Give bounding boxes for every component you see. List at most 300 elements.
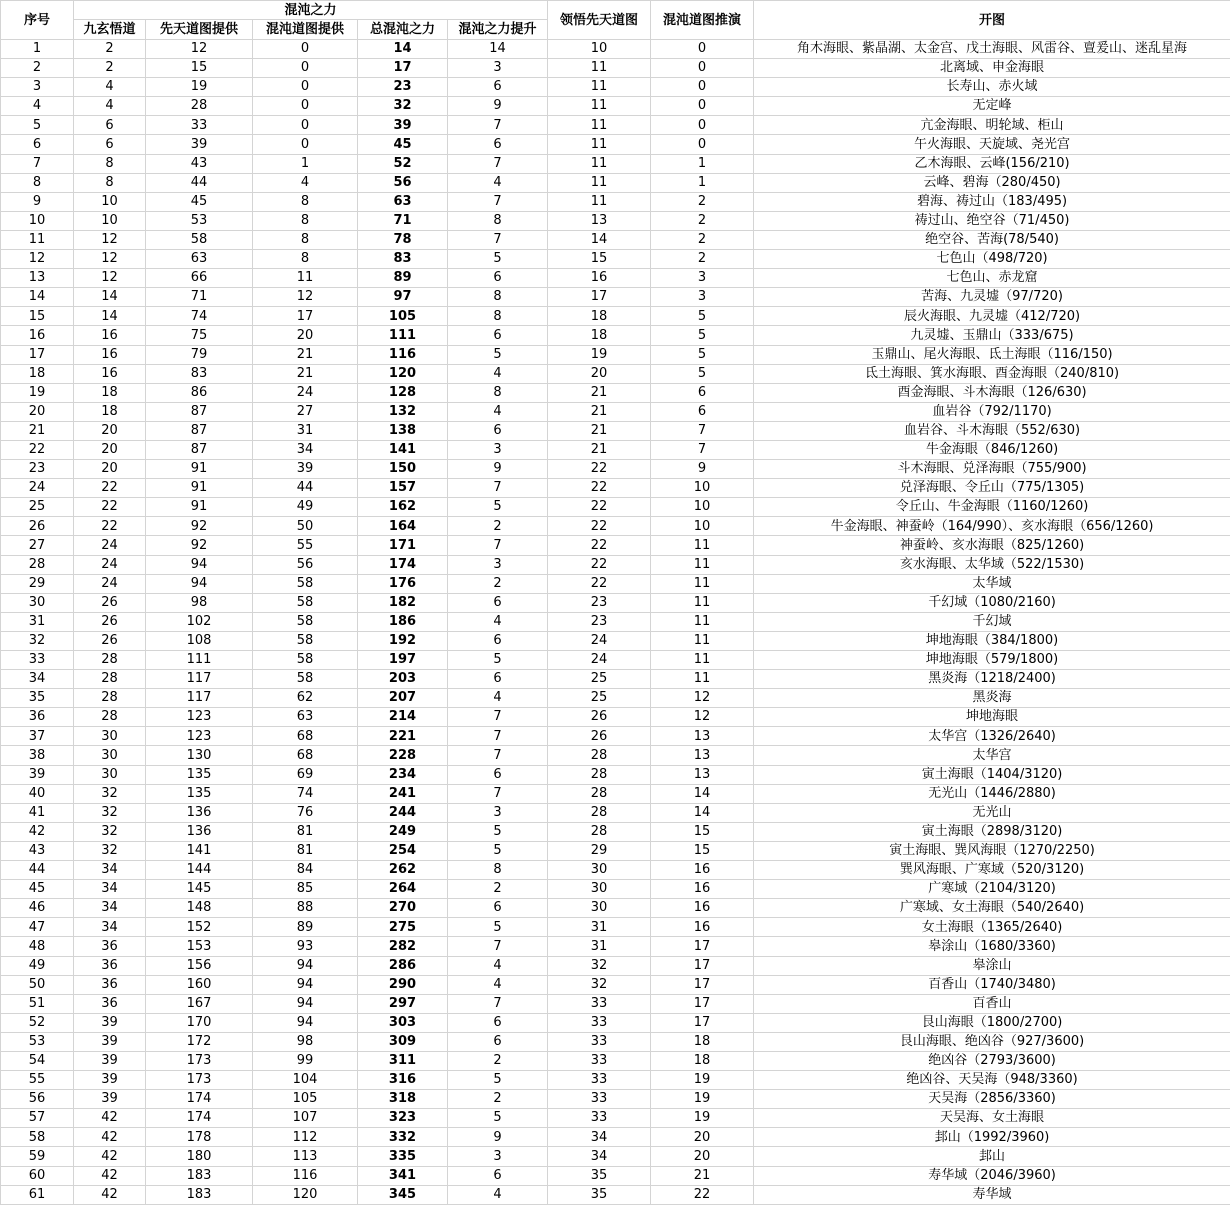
map-cell: 千幻域（1080/2160) bbox=[754, 593, 1230, 612]
map-cell: 七色山（498/720) bbox=[754, 250, 1230, 269]
total-cell: 23 bbox=[358, 78, 448, 97]
map-cell: 令丘山、牛金海眼（1160/1260) bbox=[754, 498, 1230, 517]
table-row bbox=[1, 78, 1230, 97]
table-row bbox=[1, 1185, 1230, 1204]
seq-cell: 46 bbox=[1, 899, 74, 918]
map-cell: 牛金海眼（846/1260) bbox=[754, 440, 1230, 459]
seq-cell: 22 bbox=[1, 440, 74, 459]
jiuxuan-cell: 4 bbox=[74, 97, 146, 116]
jiuxuan-cell: 8 bbox=[74, 173, 146, 192]
xiantian-provide-cell: 63 bbox=[146, 250, 253, 269]
jiuxuan-cell: 12 bbox=[74, 230, 146, 249]
xiantian-provide-cell: 71 bbox=[146, 288, 253, 307]
increase-cell: 4 bbox=[448, 689, 548, 708]
increase-cell: 4 bbox=[448, 1185, 548, 1204]
map-cell: 碧海、祷过山（183/495) bbox=[754, 192, 1230, 211]
increase-cell: 8 bbox=[448, 288, 548, 307]
hundun-provide-cell: 63 bbox=[253, 708, 358, 727]
seq-cell: 23 bbox=[1, 460, 74, 479]
increase-cell: 3 bbox=[448, 59, 548, 78]
hundun-provide-cell: 68 bbox=[253, 746, 358, 765]
hundun-provide-cell: 0 bbox=[253, 40, 358, 59]
tuiyan-cell: 15 bbox=[651, 841, 754, 860]
total-cell: 83 bbox=[358, 250, 448, 269]
hundun-provide-cell: 99 bbox=[253, 1051, 358, 1070]
tuiyan-cell: 5 bbox=[651, 364, 754, 383]
seq-cell: 2 bbox=[1, 59, 74, 78]
tuiyan-cell: 10 bbox=[651, 498, 754, 517]
table-row bbox=[1, 574, 1230, 593]
seq-cell: 53 bbox=[1, 1032, 74, 1051]
map-cell: 血岩谷（792/1170) bbox=[754, 402, 1230, 421]
hundun-provide-cell: 0 bbox=[253, 135, 358, 154]
lingwu-cell: 11 bbox=[548, 59, 651, 78]
total-cell: 286 bbox=[358, 956, 448, 975]
hundun-provide-cell: 1 bbox=[253, 154, 358, 173]
seq-cell: 9 bbox=[1, 192, 74, 211]
lingwu-cell: 30 bbox=[548, 880, 651, 899]
map-cell: 兑泽海眼、令丘山（775/1305) bbox=[754, 479, 1230, 498]
map-cell: 皋涂山 bbox=[754, 956, 1230, 975]
table-row bbox=[1, 689, 1230, 708]
jiuxuan-cell: 42 bbox=[74, 1109, 146, 1128]
map-cell: 牛金海眼、神蚕岭（164/990）、亥水海眼（656/1260) bbox=[754, 517, 1230, 536]
increase-cell: 6 bbox=[448, 1032, 548, 1051]
seq-cell: 13 bbox=[1, 269, 74, 288]
lingwu-cell: 34 bbox=[548, 1128, 651, 1147]
xiantian-provide-cell: 92 bbox=[146, 517, 253, 536]
lingwu-cell: 21 bbox=[548, 402, 651, 421]
increase-cell: 2 bbox=[448, 1051, 548, 1070]
lingwu-cell: 25 bbox=[548, 670, 651, 689]
hundun-provide-cell: 116 bbox=[253, 1166, 358, 1185]
increase-cell: 4 bbox=[448, 975, 548, 994]
xiantian-provide-cell: 148 bbox=[146, 899, 253, 918]
map-cell: 绝空谷、苦海(78/540) bbox=[754, 230, 1230, 249]
table-row bbox=[1, 841, 1230, 860]
seq-cell: 60 bbox=[1, 1166, 74, 1185]
hundun-provide-cell: 0 bbox=[253, 78, 358, 97]
total-cell: 303 bbox=[358, 1013, 448, 1032]
jiuxuan-cell: 6 bbox=[74, 116, 146, 135]
table-row bbox=[1, 97, 1230, 116]
xiantian-provide-cell: 117 bbox=[146, 670, 253, 689]
jiuxuan-cell: 22 bbox=[74, 498, 146, 517]
tuiyan-cell: 13 bbox=[651, 727, 754, 746]
jiuxuan-cell: 39 bbox=[74, 1013, 146, 1032]
xiantian-provide-cell: 173 bbox=[146, 1051, 253, 1070]
hundun-provide-cell: 105 bbox=[253, 1090, 358, 1109]
lingwu-cell: 33 bbox=[548, 1071, 651, 1090]
xiantian-provide-cell: 91 bbox=[146, 460, 253, 479]
lingwu-cell: 23 bbox=[548, 593, 651, 612]
map-cell: 血岩谷、斗木海眼（552/630) bbox=[754, 421, 1230, 440]
xiantian-provide-cell: 135 bbox=[146, 784, 253, 803]
tuiyan-cell: 10 bbox=[651, 517, 754, 536]
seq-cell: 57 bbox=[1, 1109, 74, 1128]
increase-cell: 8 bbox=[448, 211, 548, 230]
increase-cell: 3 bbox=[448, 803, 548, 822]
increase-cell: 2 bbox=[448, 574, 548, 593]
map-cell: 百香山（1740/3480) bbox=[754, 975, 1230, 994]
increase-cell: 7 bbox=[448, 937, 548, 956]
lingwu-cell: 11 bbox=[548, 78, 651, 97]
lingwu-cell: 33 bbox=[548, 1013, 651, 1032]
table-row bbox=[1, 1071, 1230, 1090]
jiuxuan-cell: 36 bbox=[74, 937, 146, 956]
lingwu-cell: 33 bbox=[548, 1109, 651, 1128]
jiuxuan-cell: 2 bbox=[74, 40, 146, 59]
lingwu-cell: 22 bbox=[548, 536, 651, 555]
total-cell: 164 bbox=[358, 517, 448, 536]
tuiyan-cell: 2 bbox=[651, 230, 754, 249]
map-cell: 千幻域 bbox=[754, 612, 1230, 631]
map-cell: 寅土海眼（2898/3120) bbox=[754, 822, 1230, 841]
xiantian-provide-cell: 136 bbox=[146, 803, 253, 822]
xiantian-provide-cell: 167 bbox=[146, 994, 253, 1013]
total-cell: 17 bbox=[358, 59, 448, 78]
jiuxuan-cell: 39 bbox=[74, 1032, 146, 1051]
hundun-provide-cell: 8 bbox=[253, 192, 358, 211]
jiuxuan-cell: 24 bbox=[74, 555, 146, 574]
jiuxuan-cell: 42 bbox=[74, 1185, 146, 1204]
seq-cell: 56 bbox=[1, 1090, 74, 1109]
increase-cell: 6 bbox=[448, 421, 548, 440]
jiuxuan-cell: 10 bbox=[74, 192, 146, 211]
table-row bbox=[1, 746, 1230, 765]
total-cell: 52 bbox=[358, 154, 448, 173]
hundun-provide-cell: 58 bbox=[253, 631, 358, 650]
map-cell: 绝凶谷（2793/3600) bbox=[754, 1051, 1230, 1070]
hundun-provide-cell: 69 bbox=[253, 765, 358, 784]
jiuxuan-cell: 20 bbox=[74, 460, 146, 479]
seq-cell: 25 bbox=[1, 498, 74, 517]
xiantian-provide-cell: 145 bbox=[146, 880, 253, 899]
seq-cell: 42 bbox=[1, 822, 74, 841]
increase-cell: 9 bbox=[448, 97, 548, 116]
table-body bbox=[1, 40, 1230, 1205]
map-cell: 长寿山、赤火域 bbox=[754, 78, 1230, 97]
table-row bbox=[1, 803, 1230, 822]
lingwu-cell: 29 bbox=[548, 841, 651, 860]
total-cell: 111 bbox=[358, 326, 448, 345]
tuiyan-cell: 19 bbox=[651, 1090, 754, 1109]
xiantian-provide-cell: 160 bbox=[146, 975, 253, 994]
jiuxuan-cell: 42 bbox=[74, 1128, 146, 1147]
table-row bbox=[1, 784, 1230, 803]
tuiyan-cell: 18 bbox=[651, 1032, 754, 1051]
map-cell: 寿华域 bbox=[754, 1185, 1230, 1204]
table-row bbox=[1, 1013, 1230, 1032]
table-row bbox=[1, 612, 1230, 631]
total-cell: 345 bbox=[358, 1185, 448, 1204]
map-cell: 寅土海眼、巽风海眼（1270/2250) bbox=[754, 841, 1230, 860]
seq-cell: 45 bbox=[1, 880, 74, 899]
map-cell: 斗木海眼、兑泽海眼（755/900) bbox=[754, 460, 1230, 479]
table-row bbox=[1, 59, 1230, 78]
seq-cell: 35 bbox=[1, 689, 74, 708]
seq-cell: 15 bbox=[1, 307, 74, 326]
lingwu-cell: 11 bbox=[548, 173, 651, 192]
map-cell: 坤地海眼（579/1800) bbox=[754, 651, 1230, 670]
xiantian-provide-cell: 44 bbox=[146, 173, 253, 192]
hundun-provide-cell: 62 bbox=[253, 689, 358, 708]
total-cell: 157 bbox=[358, 479, 448, 498]
increase-cell: 4 bbox=[448, 612, 548, 631]
header-seq: 序号 bbox=[1, 1, 74, 40]
jiuxuan-cell: 26 bbox=[74, 631, 146, 650]
increase-cell: 5 bbox=[448, 651, 548, 670]
map-cell: 酉金海眼、斗木海眼（126/630) bbox=[754, 383, 1230, 402]
lingwu-cell: 22 bbox=[548, 479, 651, 498]
total-cell: 335 bbox=[358, 1147, 448, 1166]
jiuxuan-cell: 22 bbox=[74, 517, 146, 536]
jiuxuan-cell: 42 bbox=[74, 1147, 146, 1166]
increase-cell: 5 bbox=[448, 822, 548, 841]
jiuxuan-cell: 26 bbox=[74, 612, 146, 631]
map-cell: 云峰、碧海（280/450) bbox=[754, 173, 1230, 192]
seq-cell: 49 bbox=[1, 956, 74, 975]
hundun-provide-cell: 94 bbox=[253, 994, 358, 1013]
tuiyan-cell: 17 bbox=[651, 1013, 754, 1032]
increase-cell: 7 bbox=[448, 708, 548, 727]
jiuxuan-cell: 24 bbox=[74, 536, 146, 555]
jiuxuan-cell: 36 bbox=[74, 994, 146, 1013]
increase-cell: 5 bbox=[448, 841, 548, 860]
hundun-provide-cell: 21 bbox=[253, 345, 358, 364]
xiantian-provide-cell: 123 bbox=[146, 708, 253, 727]
jiuxuan-cell: 32 bbox=[74, 841, 146, 860]
hundun-provide-cell: 94 bbox=[253, 956, 358, 975]
total-cell: 56 bbox=[358, 173, 448, 192]
lingwu-cell: 16 bbox=[548, 269, 651, 288]
hundun-provide-cell: 107 bbox=[253, 1109, 358, 1128]
xiantian-provide-cell: 152 bbox=[146, 918, 253, 937]
lingwu-cell: 18 bbox=[548, 326, 651, 345]
hundun-provide-cell: 50 bbox=[253, 517, 358, 536]
tuiyan-cell: 6 bbox=[651, 383, 754, 402]
xiantian-provide-cell: 91 bbox=[146, 479, 253, 498]
seq-cell: 39 bbox=[1, 765, 74, 784]
lingwu-cell: 33 bbox=[548, 994, 651, 1013]
tuiyan-cell: 18 bbox=[651, 1051, 754, 1070]
jiuxuan-cell: 12 bbox=[74, 269, 146, 288]
table-row bbox=[1, 307, 1230, 326]
hundun-provide-cell: 4 bbox=[253, 173, 358, 192]
hundun-provide-cell: 113 bbox=[253, 1147, 358, 1166]
seq-cell: 11 bbox=[1, 230, 74, 249]
table-row bbox=[1, 1051, 1230, 1070]
lingwu-cell: 13 bbox=[548, 211, 651, 230]
tuiyan-cell: 0 bbox=[651, 40, 754, 59]
xiantian-provide-cell: 123 bbox=[146, 727, 253, 746]
total-cell: 138 bbox=[358, 421, 448, 440]
total-cell: 39 bbox=[358, 116, 448, 135]
total-cell: 192 bbox=[358, 631, 448, 650]
total-cell: 332 bbox=[358, 1128, 448, 1147]
hundun-provide-cell: 98 bbox=[253, 1032, 358, 1051]
map-cell: 广寒域（2104/3120) bbox=[754, 880, 1230, 899]
increase-cell: 6 bbox=[448, 631, 548, 650]
xiantian-provide-cell: 86 bbox=[146, 383, 253, 402]
total-cell: 14 bbox=[358, 40, 448, 59]
total-cell: 244 bbox=[358, 803, 448, 822]
tuiyan-cell: 17 bbox=[651, 994, 754, 1013]
xiantian-provide-cell: 98 bbox=[146, 593, 253, 612]
increase-cell: 5 bbox=[448, 1071, 548, 1090]
seq-cell: 21 bbox=[1, 421, 74, 440]
hundun-provide-cell: 58 bbox=[253, 593, 358, 612]
hundun-provide-cell: 94 bbox=[253, 975, 358, 994]
total-cell: 228 bbox=[358, 746, 448, 765]
lingwu-cell: 26 bbox=[548, 727, 651, 746]
hundun-provide-cell: 0 bbox=[253, 97, 358, 116]
xiantian-provide-cell: 75 bbox=[146, 326, 253, 345]
increase-cell: 8 bbox=[448, 383, 548, 402]
increase-cell: 4 bbox=[448, 956, 548, 975]
hundun-provide-cell: 112 bbox=[253, 1128, 358, 1147]
total-cell: 162 bbox=[358, 498, 448, 517]
map-cell: 北离域、申金海眼 bbox=[754, 59, 1230, 78]
map-cell: 神蚕岭、亥水海眼（825/1260) bbox=[754, 536, 1230, 555]
map-cell: 邽山（1992/3960) bbox=[754, 1128, 1230, 1147]
map-cell: 角木海眼、紫晶湖、太金宫、戊土海眼、风雷谷、亶爰山、迷乱星海 bbox=[754, 40, 1230, 59]
seq-cell: 59 bbox=[1, 1147, 74, 1166]
table-row bbox=[1, 822, 1230, 841]
map-cell: 黑炎海 bbox=[754, 689, 1230, 708]
xiantian-provide-cell: 174 bbox=[146, 1090, 253, 1109]
header-map: 开图 bbox=[754, 1, 1230, 40]
increase-cell: 7 bbox=[448, 746, 548, 765]
table-row bbox=[1, 460, 1230, 479]
header-hundun-provide: 混沌道图提供 bbox=[253, 20, 358, 40]
xiantian-provide-cell: 94 bbox=[146, 555, 253, 574]
xiantian-provide-cell: 111 bbox=[146, 651, 253, 670]
hundun-provide-cell: 44 bbox=[253, 479, 358, 498]
total-cell: 297 bbox=[358, 994, 448, 1013]
increase-cell: 2 bbox=[448, 880, 548, 899]
seq-cell: 14 bbox=[1, 288, 74, 307]
increase-cell: 7 bbox=[448, 727, 548, 746]
jiuxuan-cell: 4 bbox=[74, 78, 146, 97]
increase-cell: 7 bbox=[448, 116, 548, 135]
tuiyan-cell: 5 bbox=[651, 345, 754, 364]
hundun-provide-cell: 58 bbox=[253, 651, 358, 670]
map-cell: 广寒域、女土海眼（540/2640) bbox=[754, 899, 1230, 918]
seq-cell: 37 bbox=[1, 727, 74, 746]
jiuxuan-cell: 32 bbox=[74, 822, 146, 841]
tuiyan-cell: 0 bbox=[651, 116, 754, 135]
map-cell: 辰火海眼、九灵墟（412/720) bbox=[754, 307, 1230, 326]
map-cell: 亢金海眼、明轮域、柜山 bbox=[754, 116, 1230, 135]
xiantian-provide-cell: 45 bbox=[146, 192, 253, 211]
table-row bbox=[1, 1166, 1230, 1185]
map-cell: 太华宫（1326/2640) bbox=[754, 727, 1230, 746]
tuiyan-cell: 14 bbox=[651, 784, 754, 803]
map-cell: 亥水海眼、太华域（522/1530) bbox=[754, 555, 1230, 574]
total-cell: 128 bbox=[358, 383, 448, 402]
table-row bbox=[1, 937, 1230, 956]
jiuxuan-cell: 34 bbox=[74, 918, 146, 937]
increase-cell: 5 bbox=[448, 250, 548, 269]
total-cell: 176 bbox=[358, 574, 448, 593]
map-cell: 天吴海、女土海眼 bbox=[754, 1109, 1230, 1128]
increase-cell: 6 bbox=[448, 326, 548, 345]
table-row bbox=[1, 555, 1230, 574]
table-row bbox=[1, 880, 1230, 899]
seq-cell: 40 bbox=[1, 784, 74, 803]
hundun-provide-cell: 0 bbox=[253, 59, 358, 78]
map-cell: 女土海眼（1365/2640) bbox=[754, 918, 1230, 937]
table-row bbox=[1, 173, 1230, 192]
tuiyan-cell: 16 bbox=[651, 899, 754, 918]
jiuxuan-cell: 8 bbox=[74, 154, 146, 173]
tuiyan-cell: 11 bbox=[651, 670, 754, 689]
table-row bbox=[1, 956, 1230, 975]
xiantian-provide-cell: 173 bbox=[146, 1071, 253, 1090]
xiantian-provide-cell: 130 bbox=[146, 746, 253, 765]
increase-cell: 6 bbox=[448, 269, 548, 288]
lingwu-cell: 31 bbox=[548, 937, 651, 956]
total-cell: 264 bbox=[358, 880, 448, 899]
seq-cell: 10 bbox=[1, 211, 74, 230]
hundun-provide-cell: 0 bbox=[253, 116, 358, 135]
hundun-provide-cell: 56 bbox=[253, 555, 358, 574]
tuiyan-cell: 3 bbox=[651, 269, 754, 288]
tuiyan-cell: 5 bbox=[651, 326, 754, 345]
table-row bbox=[1, 440, 1230, 459]
seq-cell: 33 bbox=[1, 651, 74, 670]
table-row bbox=[1, 631, 1230, 650]
lingwu-cell: 24 bbox=[548, 651, 651, 670]
header-total: 总混沌之力 bbox=[358, 20, 448, 40]
tuiyan-cell: 6 bbox=[651, 402, 754, 421]
jiuxuan-cell: 32 bbox=[74, 784, 146, 803]
xiantian-provide-cell: 28 bbox=[146, 97, 253, 116]
increase-cell: 6 bbox=[448, 765, 548, 784]
seq-cell: 3 bbox=[1, 78, 74, 97]
xiantian-provide-cell: 83 bbox=[146, 364, 253, 383]
total-cell: 63 bbox=[358, 192, 448, 211]
tuiyan-cell: 17 bbox=[651, 956, 754, 975]
increase-cell: 7 bbox=[448, 230, 548, 249]
lingwu-cell: 30 bbox=[548, 899, 651, 918]
jiuxuan-cell: 20 bbox=[74, 421, 146, 440]
xiantian-provide-cell: 53 bbox=[146, 211, 253, 230]
lingwu-cell: 22 bbox=[548, 555, 651, 574]
increase-cell: 7 bbox=[448, 784, 548, 803]
seq-cell: 16 bbox=[1, 326, 74, 345]
tuiyan-cell: 11 bbox=[651, 574, 754, 593]
tuiyan-cell: 11 bbox=[651, 593, 754, 612]
hundun-provide-cell: 8 bbox=[253, 230, 358, 249]
total-cell: 32 bbox=[358, 97, 448, 116]
total-cell: 241 bbox=[358, 784, 448, 803]
total-cell: 45 bbox=[358, 135, 448, 154]
tuiyan-cell: 11 bbox=[651, 536, 754, 555]
hundun-provide-cell: 74 bbox=[253, 784, 358, 803]
total-cell: 78 bbox=[358, 230, 448, 249]
increase-cell: 2 bbox=[448, 1090, 548, 1109]
increase-cell: 5 bbox=[448, 498, 548, 517]
hundun-provide-cell: 27 bbox=[253, 402, 358, 421]
seq-cell: 28 bbox=[1, 555, 74, 574]
total-cell: 290 bbox=[358, 975, 448, 994]
xiantian-provide-cell: 117 bbox=[146, 689, 253, 708]
tuiyan-cell: 10 bbox=[651, 479, 754, 498]
total-cell: 221 bbox=[358, 727, 448, 746]
total-cell: 323 bbox=[358, 1109, 448, 1128]
